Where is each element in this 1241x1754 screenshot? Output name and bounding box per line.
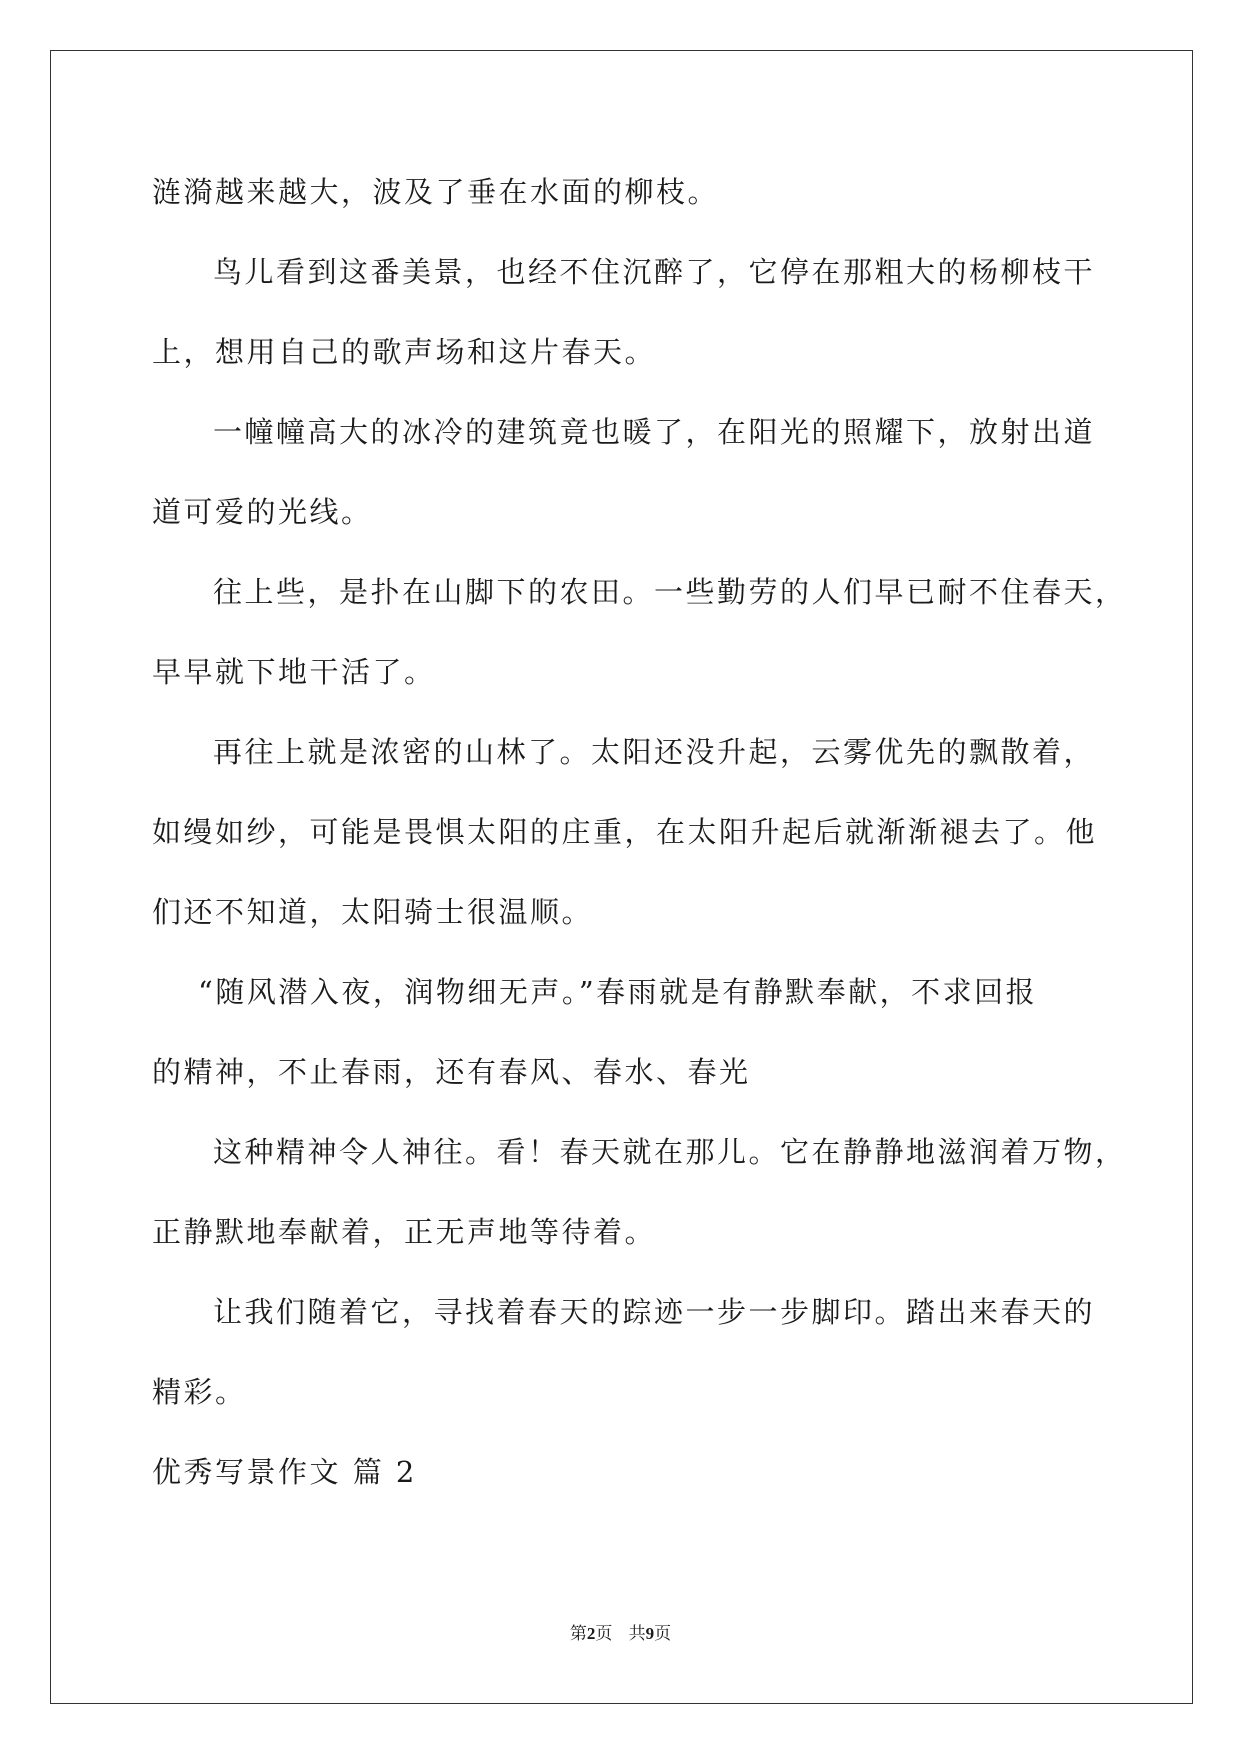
paragraph-line: 的精神，不止春雨，还有春风、春水、春光	[152, 1055, 751, 1089]
section-heading: 优秀写景作文 篇 2	[152, 1455, 417, 1489]
page-footer	[0, 1622, 1241, 1646]
paragraph-line: 正静默地奉献着，正无声地等待着。	[152, 1215, 657, 1249]
page-label-suffix: 页	[595, 1624, 613, 1644]
page-label-prefix: 第	[569, 1624, 587, 1644]
total-label-suffix: 页	[654, 1624, 672, 1644]
paragraph-line: 精彩。	[152, 1375, 247, 1409]
paragraph-line: 早早就下地干活了。	[152, 655, 436, 689]
paragraph-line: 如缦如纱，可能是畏惧太阳的庄重，在太阳升起后就渐渐褪去了。他	[152, 815, 1098, 849]
paragraph-line: 涟漪越来越大，波及了垂在水面的柳枝。	[152, 175, 720, 209]
paragraph-line: 道可爱的光线。	[152, 495, 373, 529]
paragraph-line: 这种精神令人神往。看！春天就在那儿。它在静静地滋润着万物，	[213, 1135, 1127, 1169]
paragraph-line: 们还不知道，太阳骑士很温顺。	[152, 895, 594, 929]
paragraph-line: 让我们随着它，寻找着春天的踪迹一步一步脚印。踏出来春天的	[213, 1295, 1096, 1329]
paragraph-line: 鸟儿看到这番美景，也经不住沉醉了，它停在那粗大的杨柳枝干	[213, 255, 1096, 289]
paragraph-line: 一幢幢高大的冰冷的建筑竟也暖了，在阳光的照耀下，放射出道	[213, 415, 1096, 449]
page-number: 2	[586, 1624, 596, 1643]
paragraph-line: “随风潜入夜，润物细无声。”春雨就是有静默奉献，不求回报	[198, 975, 1038, 1009]
paragraph-line: 再往上就是浓密的山林了。太阳还没升起，云雾优先的飘散着，	[213, 735, 1096, 769]
paragraph-line: 往上些，是扑在山脚下的农田。一些勤劳的人们早已耐不住春天，	[213, 575, 1127, 609]
total-pages: 9	[645, 1624, 655, 1643]
total-label-prefix: 共	[628, 1624, 646, 1644]
paragraph-line: 上，想用自己的歌声场和这片春天。	[152, 335, 657, 369]
